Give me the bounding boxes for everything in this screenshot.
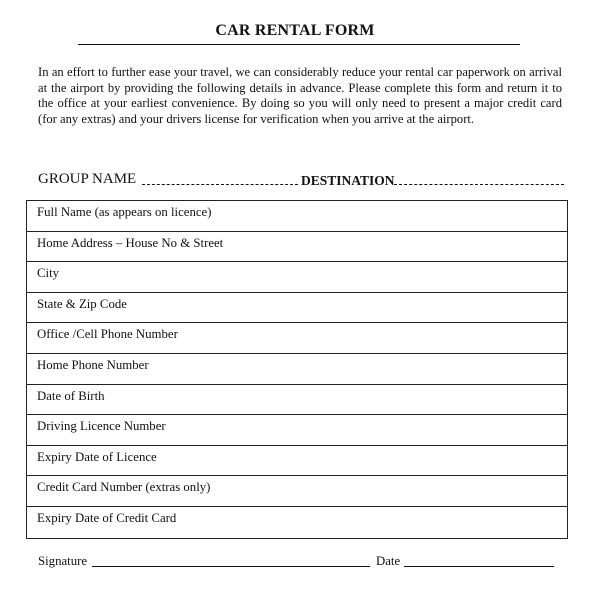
signature-blank[interactable] <box>92 554 370 567</box>
date-label: Date <box>376 554 401 568</box>
intro-paragraph: In an effort to further ease your travel, we can considerably reduce your rental car paperwork on arrival at the airport by providing the following details in advance. Please complete this form and return it to the office at your earliest convenience. By doing so you will only need to present a major credit card (for any extras) and your drivers license for verification when you arrive at the airport. <box>38 65 562 126</box>
destination-label: DESTINATION <box>301 173 395 188</box>
field-label: State & Zip Code <box>37 296 127 311</box>
field-label: Expiry Date of Licence <box>37 449 157 464</box>
form-row[interactable] <box>27 262 567 293</box>
group-name-label: GROUP NAME <box>38 171 137 187</box>
form-row[interactable] <box>27 354 567 385</box>
field-label: Expiry Date of Credit Card <box>37 510 177 525</box>
form-row[interactable] <box>27 415 567 446</box>
field-label: Home Phone Number <box>37 357 149 372</box>
signature-label: Signature <box>38 554 88 568</box>
form-row[interactable] <box>27 232 567 263</box>
form-row[interactable] <box>27 323 567 354</box>
field-label: Date of Birth <box>37 388 105 403</box>
field-label: Office /Cell Phone Number <box>37 327 178 342</box>
title-underline <box>78 44 520 45</box>
form-row[interactable] <box>27 507 567 538</box>
form-row[interactable] <box>27 476 567 507</box>
group-destination-line <box>38 171 568 191</box>
field-label: City <box>37 266 60 281</box>
field-label: Home Address – House No & Street <box>37 235 224 250</box>
destination-blank[interactable] <box>394 171 564 185</box>
field-label: Credit Card Number (extras only) <box>37 480 211 495</box>
signature-date-line <box>38 554 578 574</box>
date-blank[interactable] <box>404 554 554 567</box>
form-row[interactable] <box>27 293 567 324</box>
form-row[interactable] <box>27 201 567 232</box>
form-row[interactable] <box>27 385 567 416</box>
form-title: CAR RENTAL FORM <box>215 22 375 39</box>
group-name-blank[interactable] <box>142 171 298 185</box>
details-table <box>26 200 568 539</box>
form-row[interactable] <box>27 446 567 477</box>
field-label: Driving Licence Number <box>37 419 166 434</box>
field-label: Full Name (as appears on licence) <box>37 205 212 219</box>
